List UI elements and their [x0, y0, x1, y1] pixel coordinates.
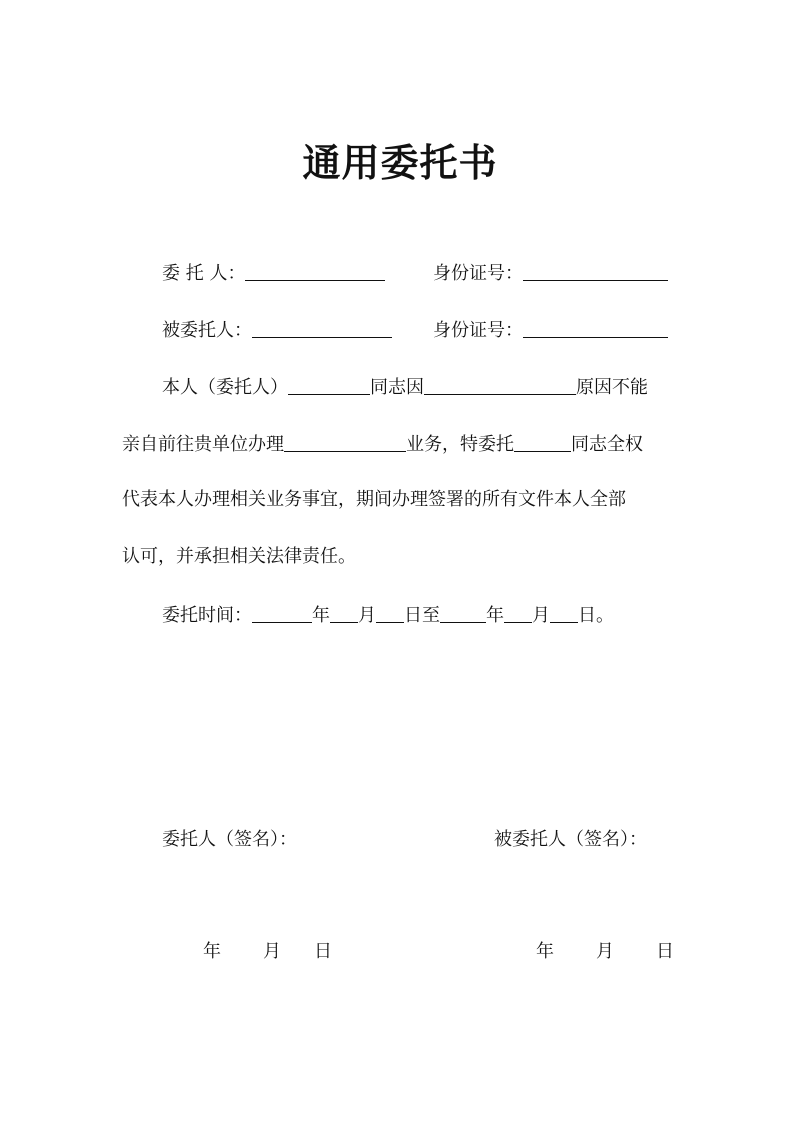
end-year-label: 年	[486, 605, 504, 626]
principal-name-blank[interactable]	[245, 260, 385, 281]
end-day-label: 日。	[578, 605, 614, 626]
principal-id-blank[interactable]	[523, 260, 668, 281]
period-row	[162, 600, 614, 630]
start-year-blank[interactable]	[252, 602, 312, 623]
agent-id-row	[433, 315, 668, 345]
start-day-label: 日至	[404, 605, 440, 626]
agent-id-label: 身份证号：	[433, 320, 523, 341]
para2-text-c: 同志全权	[571, 434, 643, 455]
para2-text-b: 业务，特委托	[406, 434, 514, 455]
principal-id-row	[433, 258, 668, 288]
reason-blank[interactable]	[424, 374, 576, 395]
agent-name-blank[interactable]	[252, 317, 392, 338]
principal-name-inline-blank[interactable]	[288, 374, 370, 395]
start-month-label: 月	[358, 605, 376, 626]
principal-signature-label: 委托人（签名）：	[162, 829, 297, 850]
principal-label: 委 托 人：	[162, 263, 246, 284]
start-month-blank[interactable]	[330, 602, 358, 623]
business-blank[interactable]	[284, 431, 406, 452]
period-label: 委托时间：	[162, 605, 252, 626]
agent-label: 被委托人：	[162, 320, 252, 341]
principal-date-day: 日	[314, 941, 332, 962]
agent-date-month: 月	[596, 941, 614, 962]
principal-row	[162, 258, 385, 288]
start-day-blank[interactable]	[376, 602, 404, 623]
principal-date-year: 年	[203, 941, 221, 962]
end-year-blank[interactable]	[440, 602, 486, 623]
para1-text-c: 原因不能	[576, 377, 648, 398]
agent-name-inline-blank[interactable]	[514, 431, 571, 452]
start-year-label: 年	[312, 605, 330, 626]
end-month-label: 月	[532, 605, 550, 626]
para1-text-b: 同志因	[370, 377, 424, 398]
paragraph-line-3: 代表本人办理相关业务事宜，期间办理签署的所有文件本人全部	[122, 489, 626, 510]
document-title: 通用委托书	[302, 141, 498, 185]
agent-id-blank[interactable]	[523, 317, 668, 338]
principal-id-label: 身份证号：	[433, 263, 523, 284]
principal-date-month: 月	[263, 941, 281, 962]
paragraph-line-4: 认可，并承担相关法律责任。	[122, 546, 356, 567]
agent-date-year: 年	[536, 941, 554, 962]
end-month-blank[interactable]	[504, 602, 532, 623]
para1-text-a: 本人（委托人）	[162, 377, 288, 398]
agent-signature-label: 被委托人（签名）：	[494, 829, 647, 850]
agent-row	[162, 315, 392, 345]
paragraph-line-1	[162, 372, 648, 402]
para2-text-a: 亲自前往贵单位办理	[122, 434, 284, 455]
agent-date-day: 日	[656, 941, 674, 962]
paragraph-line-2	[122, 429, 643, 459]
end-day-blank[interactable]	[550, 602, 578, 623]
